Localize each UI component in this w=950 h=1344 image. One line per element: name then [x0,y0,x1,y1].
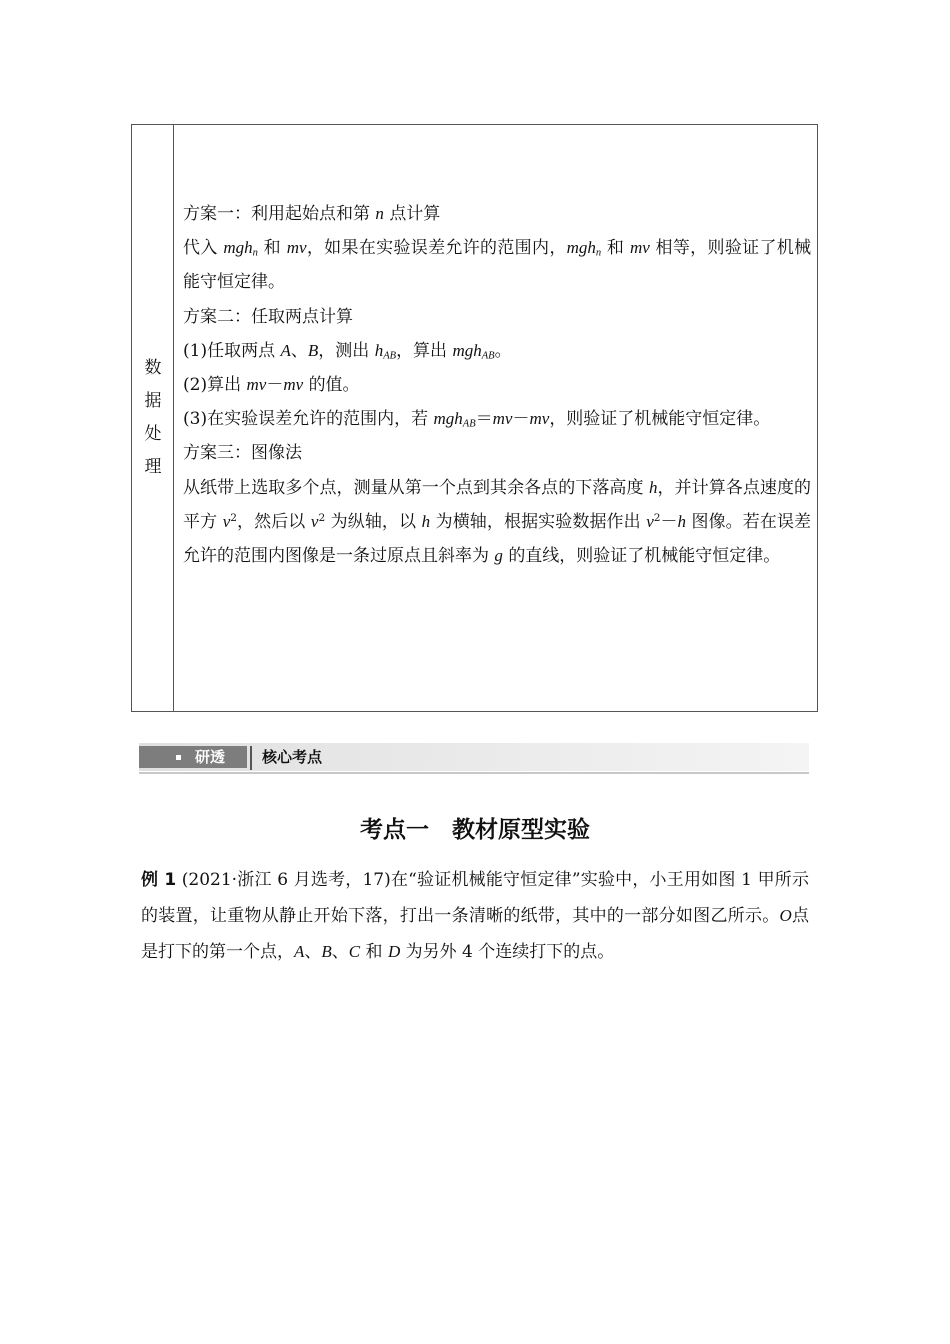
banner-tag-label: 研透 [195,748,226,766]
plan2-title: 方案二：任取两点计算 [183,306,353,327]
square-bullet-icon [176,755,181,760]
plan2-step1: (1)任取两点 A、B，测出 $h_{AB}$，算出 mgh$_{AB}$。 [183,340,512,362]
section-banner [139,743,809,775]
plan1-title: 方案一：利用起始点和第 n 点计算 [183,204,441,224]
banner-underline [139,772,809,774]
section-heading: 考点一 教材原型实验 [360,817,590,843]
banner-divider [250,746,252,770]
row-label-cell [132,125,174,711]
example-label: 例 1 [141,870,177,890]
plan3-title: 方案三：图像法 [183,443,302,464]
banner-title: 核心考点 [262,748,323,766]
row-label: 数 据 处 理 [144,358,162,477]
row-content [183,197,811,573]
plan2-step2: (2)算出 mv－mv 的值。 [183,375,360,396]
banner-tag [139,746,247,768]
plan1-body: 代入 mgh$_n$ 和 mv，如果在实验误差允许的范围内，mgh$_n$ 和 mv 相等，则验证了机械能守恒定律。 [183,238,812,293]
plan2-step3: (3)在实验误差允许的范围内，若 mgh$_{AB}$＝mv－mv，则验证了机械能守恒定律。 [183,409,771,430]
example-paragraph: 例 1 (2021·浙江 6 月选考，17)在“验证机械能守恒定律”实验中，小王用如图 1 甲所示的装置，让重物从静止开始下落，打出一条清晰的纸带，其中的一部分如图乙所示。O点是打下的第一个点，A、B、C 和 D 为另外 4 个连续打下的点。 [141,870,810,962]
plan3-body: 从纸带上选取多个点，测量从第一个点到其余各点的下落高度 h，并计算各点速度的平方 $v^2$，然后以 $v^2$ 为纵轴，以 h 为横轴，根据实验数据作出 $v^2-h$ 图像。若在误差允许的范围内图像是一条过原点且斜率为 g 的直线，则验证了机械能守恒定律。 [183,477,812,567]
data-processing-table [131,124,818,712]
